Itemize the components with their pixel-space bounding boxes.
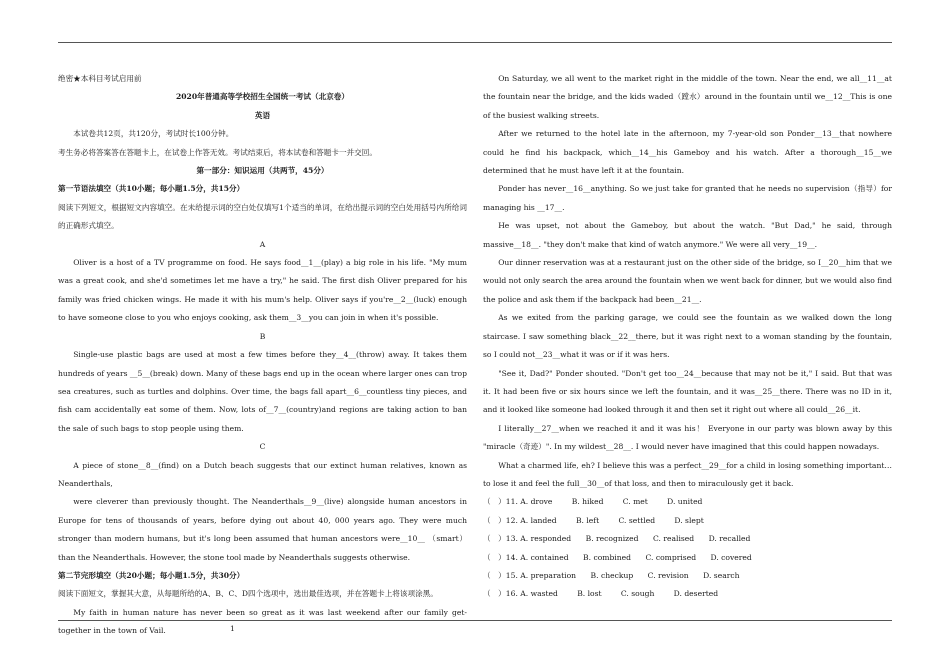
left-paragraph: 绝密★本科目考试启用前: [58, 74, 142, 83]
right-paragraph: （ ）16. A. wasted B. lost C. sough D. deserted: [483, 589, 719, 599]
left-paragraph: 第一节语法填空（共10小题；每小题1.5分，共15分）: [58, 184, 245, 194]
left-paragraph: A: [259, 239, 266, 249]
left-paragraph: were cleverer than previously thought. The Neanderthals__9__(live) alongside human ancestors in Europe for tens of thousands of years, before dying out about 40, 000 years ago. They were much stronger than modern humans, but it's long been assumed that human ancestors were__10__ （smart）than the Neanderthals. However, the stone tool made by Neanderthals suggests otherwise.: [58, 497, 467, 562]
right-paragraph: On Saturday, we all went to the market right in the middle of the town. Near the end, we all__11__at the fountain near the bridge, and the kids waded（蹚水）around in the fountain until we__12__This is one of the busiest walking streets.: [483, 74, 892, 120]
right-paragraph: （ ）14. A. contained B. combined C. comprised D. covered: [483, 552, 752, 562]
left-paragraph: A piece of stone__8__(find) on a Dutch beach suggests that our extinct human relatives, known as Neanderthals,: [58, 460, 467, 488]
right-paragraph: Our dinner reservation was at a restaurant just on the other side of the bridge, so I__20__him that we would not only search the area around the fountain when we went back for dinner, but we would also find the police and ask them if the backpack had been__21__.: [483, 258, 893, 304]
left-paragraph: 阅读下列短文，根据短文内容填空。在未给提示词的空白处仅填写1个适当的单词，在给出提示词的空白处用括号内所给词的正确形式填空。: [58, 202, 467, 231]
left-paragraph: 阅读下面短文，掌握其大意，从每题所给的A、B、C、D四个选项中，选出最佳选项，并在答题卡上将该项涂黑。: [58, 589, 438, 599]
right-paragraph: After we returned to the hotel late in the afternoon, my 7-year-old son Ponder__13__that nowhere could he find his backpack, which__14__his Gameboy and his watch. After a thorough__15__we determined that he must have left it at the fountain.: [483, 129, 892, 176]
right-paragraph: As we exited from the parking garage, we could see the fountain as we walked down the long staircase. I saw something black__22__there, but it was right next to a woman standing by the fountain, so I could not__23__what it was or if it was hers.: [483, 313, 892, 360]
right-column: [483, 70, 892, 604]
right-paragraph: He was upset, not about the Gameboy, but about the watch. "But Dad," he said, through massive__18__. "they don't make that kind of watch anymore." We were all very__19__.: [483, 221, 892, 249]
left-paragraph: 本试卷共12页，共120分，考试时长100分钟。: [73, 129, 234, 139]
left-paragraph: 第二节完形填空（共20小题；每小题1.5分，共30分）: [58, 570, 245, 580]
bottom-rule: [58, 620, 892, 621]
right-paragraph: Ponder has never__16__anything. So we just take for granted that he needs no supervision（指导）for managing his __17__.: [483, 184, 892, 212]
right-paragraph: I literally__27__when we reached it and it was his！ Everyone in our party was blown away by this "miracle（奇迹）". In my wildest__28__. I would never have imagined that this could happen nowadays.: [483, 423, 892, 452]
left-column: [58, 70, 467, 641]
left-paragraph: 英语: [254, 110, 271, 120]
left-paragraph: B: [259, 331, 266, 341]
page-number: 1: [230, 624, 235, 633]
left-paragraph: 第一部分：知识运用（共两节，45分）: [196, 166, 329, 176]
right-paragraph: What a charmed life, eh? I believe this was a perfect__29__for a child in losing something important…to lose it and feel the full__30__of that loss, and then to miraculously get it back.: [483, 460, 892, 488]
right-paragraph: （ ）13. A. responded B. recognized C. realised D. recalled: [483, 534, 751, 544]
left-paragraph: Oliver is a host of a TV programme on food. He says food__1__(play) a big role in his life. "My mum was a great cook, and she'd sometimes let me have a try," he said. The first dish Oliver prepared for his family was fried chicken wings. He made it with his mum's help. Oliver says if you're__2__(luck) enough to have someone close to you who enjoys cooking, ask them__3__you can join in when it's possible.: [58, 258, 467, 323]
left-paragraph: Single-use plastic bags are used at most a few times before they__4__(throw) away. It takes them hundreds of years __5__(break) down. Many of these bags end up in the ocean where larger ones can trop sea creatures, such as turtles and dolphins. Over time, the bags fall apart__6__countless tiny pieces, and fish cam accidentally eat some of them. Now, lots of__7__(country)and regions are taking action to ban the sale of such bags to stop people using them.: [58, 350, 467, 433]
top-rule: [58, 42, 892, 43]
right-paragraph: （ ）15. A. preparation B. checkup C. revision D. search: [483, 570, 740, 580]
left-paragraph: 2020年普通高等学校招生全国统一考试（北京卷）: [175, 92, 349, 102]
left-paragraph: My faith in human nature has never been so great as it was last weekend after our family get-together in the town of Vail.: [58, 607, 467, 636]
right-paragraph: （ ）12. A. landed B. left C. settled D. slept: [483, 515, 704, 525]
left-paragraph: C: [259, 442, 266, 452]
right-paragraph: （ ）11. A. drove B. hiked C. met D. united: [483, 497, 703, 507]
left-paragraph: 考生务必将答案答在答题卡上，在试卷上作答无效。考试结束后，将本试卷和答题卡一并交回。: [58, 147, 377, 157]
right-paragraph: "See it, Dad?" Ponder shouted. "Don't get too__24__because that may not be it," I said. But that was it. It had been five or six hours since we left the fountain, and it was__25__there. There was no ID in it, and it looked like someone had looked through it and then set it right out where all could__26__it.: [483, 368, 892, 415]
